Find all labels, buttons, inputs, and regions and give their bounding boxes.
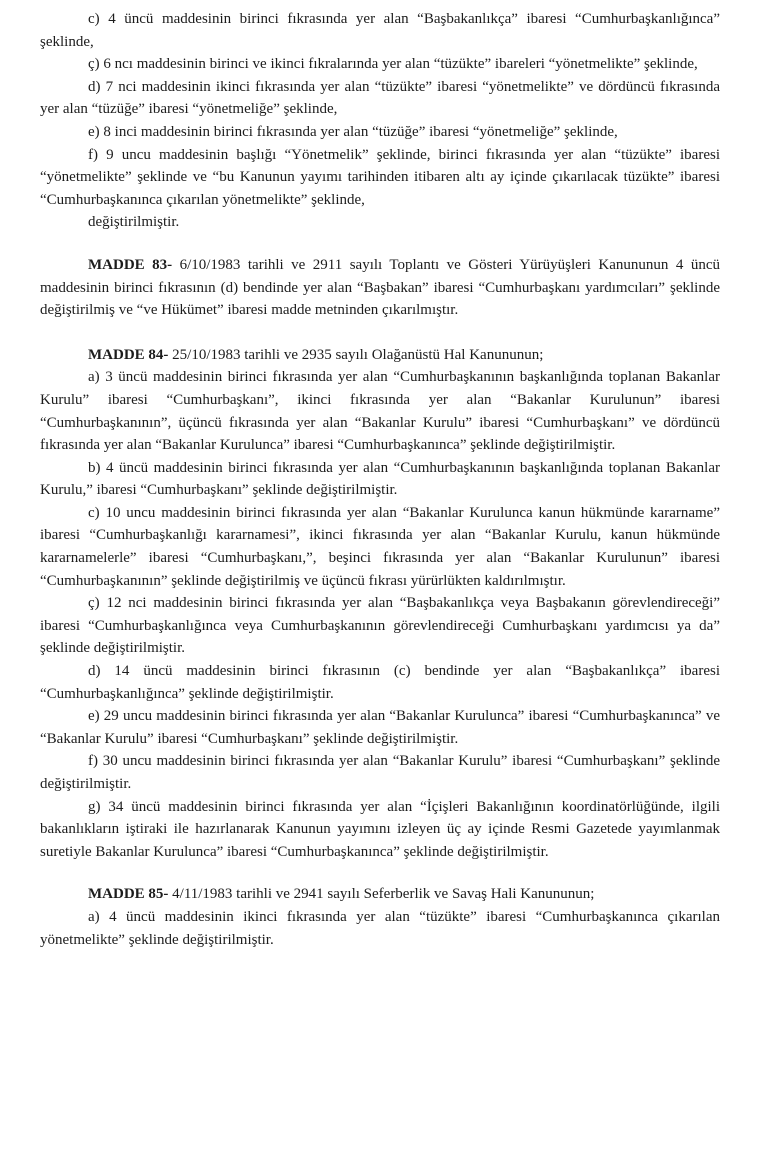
closing-line: değiştirilmiştir.	[88, 214, 180, 231]
article-85-clauses	[40, 906, 720, 951]
article-82-continuation	[40, 8, 720, 234]
clause-e: e) 29 uncu maddesinin birinci fıkrasında yer alan “Bakanlar Kurulunca” ibaresi “Cumhurbaşkanınca” ve “Bakanlar Kurulu” ibaresi “Cumhurbaşkanı” şeklinde değiştirilmiştir.	[40, 708, 720, 747]
article-85-text: 4/11/1983 tarihli ve 2941 sayılı Seferberlik ve Savaş Hali Kanununun;	[168, 886, 595, 903]
article-83-label: MADDE 83-	[88, 256, 173, 273]
clause-d: d) 14 üncü maddesinin birinci fıkrasının (c) bendinde yer alan “Başbakanlıkça” ibaresi “Cumhurbaşkanlığınca” şeklinde değiştirilmiştir.	[40, 663, 720, 702]
clause-g: g) 34 üncü maddesinin birinci fıkrasında yer alan “İçişleri Bakanlığının koordinatörlüğünde, ilgili bakanlıkların iştiraki ile hazırlanarak Kanunun yayımını izleyen üç ay içinde Resmi Gazetede yayımlanmak suretiyle Bakanlar Kurulunca” ibaresi “Cumhurbaşkanınca” şeklinde değiştirilmiştir.	[40, 798, 720, 860]
legal-document	[40, 8, 720, 951]
article-84	[40, 344, 720, 367]
article-83	[40, 254, 720, 322]
clause-c: c) 4 üncü maddesinin birinci fıkrasında yer alan “Başbakanlıkça” ibaresi “Cumhurbaşkanlığınca” şeklinde,	[40, 11, 720, 50]
clause-a: a) 4 üncü maddesinin ikinci fıkrasında yer alan “tüzükte” ibaresi “Cumhurbaşkanınca çıkarılan yönetmelikte” şeklinde değiştirilmiştir.	[40, 908, 720, 948]
clause-b: b) 4 üncü maddesinin birinci fıkrasında yer alan “Cumhurbaşkanının başkanlığında toplanan Bakanlar Kurulu,” ibaresi “Cumhurbaşkanı” şeklinde değiştirilmiştir.	[40, 459, 720, 499]
clause-f: f) 30 uncu maddesinin birinci fıkrasında yer alan “Bakanlar Kurulu” ibaresi “Cumhurbaşkanı” şeklinde değiştirilmiştir.	[40, 753, 720, 792]
article-85	[40, 883, 720, 906]
article-84-text: 25/10/1983 tarihli ve 2935 sayılı Olağanüstü Hal Kanununun;	[168, 346, 544, 363]
article-85-label: MADDE 85-	[88, 886, 169, 903]
clause-e: e) 8 inci maddesinin birinci fıkrasında yer alan “tüzüğe” ibaresi “yönetmeliğe” şeklinde,	[88, 123, 618, 140]
clause-cc: ç) 6 ncı maddesinin birinci ve ikinci fıkralarında yer alan “tüzükte” ibareleri “yönetmelikte” şeklinde,	[88, 56, 698, 73]
article-84-label: MADDE 84-	[88, 346, 169, 363]
clause-c: c) 10 uncu maddesinin birinci fıkrasında yer alan “Bakanlar Kurulunca kanun hükmünde kararname” ibaresi “Cumhurbaşkanlığı kararnamesi”, ikinci fıkrasında yer alan “Bakanlar Kurulu, kanun hükmünde kararnamelerle” ibaresi “Cumhurbaşkanı,”, beşinci fıkrasında yer alan “Bakanlar Kurulunun” ibaresi “Cumhurbaşkanının” şeklinde değiştirilmiş ve üçüncü fıkrası yürürlükten kaldırılmıştır.	[40, 504, 720, 589]
clause-d: d) 7 nci maddesinin ikinci fıkrasında yer alan “tüzükte” ibaresi “yönetmelikte” ve dördüncü fıkrasında yer alan “tüzüğe” ibaresi “yönetmeliğe” şeklinde,	[40, 78, 720, 118]
article-83-text: 6/10/1983 tarihli ve 2911 sayılı Toplantı ve Gösteri Yürüyüşleri Kanununun 4 üncü maddesinin birinci fıkrasının (d) bendinde yer alan “Başbakan” ibaresi “Cumhurbaşkanı yardımcıları” şeklinde değiştirilmiş ve “ve Hükümet” ibaresi madde metninden çıkarılmıştır.	[40, 256, 720, 319]
clause-f: f) 9 uncu maddesinin başlığı “Yönetmelik” şeklinde, birinci fıkrasında yer alan “tüzükte” ibaresi “yönetmelikte” şeklinde ve “bu Kanunun yayımı tarihinden itibaren altı ay içinde çıkarılacak tüzükte” ibaresi “Cumhurbaşkanınca çıkarılan yönetmelikte” şeklinde,	[40, 146, 720, 208]
article-84-clauses	[40, 366, 720, 863]
clause-cc: ç) 12 nci maddesinin birinci fıkrasında yer alan “Başbakanlıkça veya Başbakanın görevlendireceği” ibaresi “Cumhurbaşkanlığınca veya Cumhurbaşkanının görevlendireceği Cumhurbaşkanı yardımcısı ya da” şeklinde değiştirilmiştir.	[40, 595, 720, 657]
clause-a: a) 3 üncü maddesinin birinci fıkrasında yer alan “Cumhurbaşkanının başkanlığında toplanan Bakanlar Kurulu” ibaresi “Cumhurbaşkanı”, ikinci fıkrasında yer alan “Bakanlar Kurulunun” ibaresi “Cumhurbaşkanının”, üçüncü fıkrasında yer alan “Bakanlar Kurulu” ibaresi “Cumhurbaşkanı” ve dördüncü fıkrasında yer alan “Bakanlar Kurulunca” ibaresi “Cumhurbaşkanınca” şeklinde değiştirilmiştir.	[40, 369, 720, 454]
